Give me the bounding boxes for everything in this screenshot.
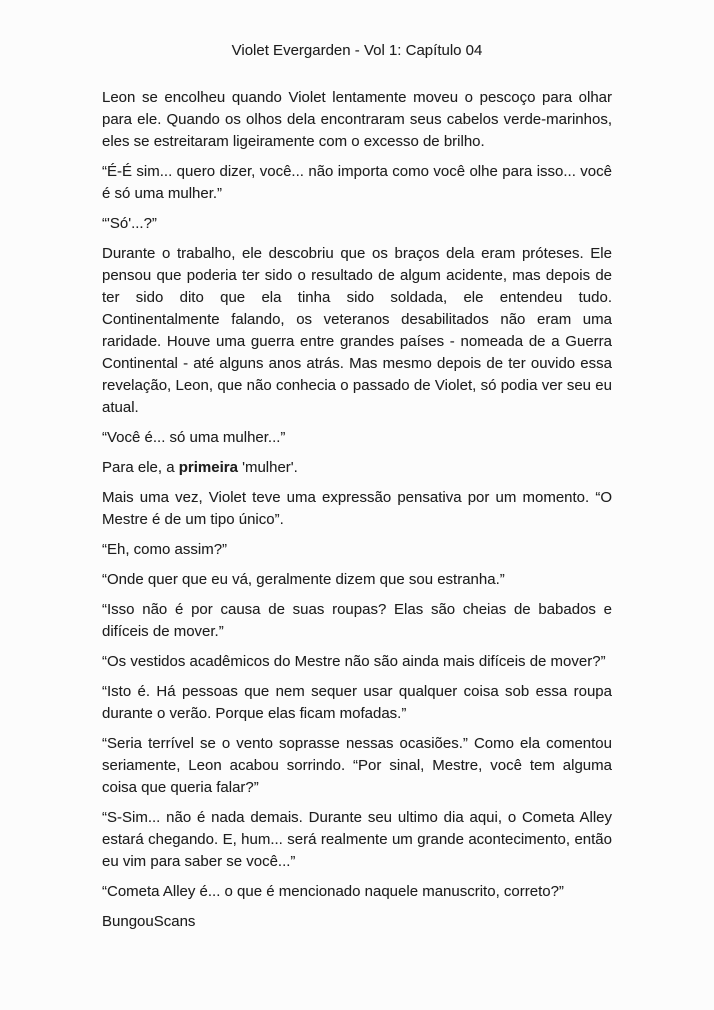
paragraph: “Isso não é por causa de suas roupas? Elas são cheias de babados e difíceis de mover.” <box>102 601 612 640</box>
paragraph: “Eh, como assim?” <box>102 541 228 558</box>
paragraph-with-emphasis <box>102 457 612 479</box>
paragraph: Durante o trabalho, ele descobriu que os braços dela eram próteses. Ele pensou que poderia ter sido o resultado de algum acidente, mas depois de ter sido dito que ela tinha sido soldada, ele entendeu tudo. Continentalmente falando, os veteranos desabilitados não eram uma raridade. Houve uma guerra entre grandes países - nomeada de a Guerra Continental - até alguns anos atrás. Mas mesmo depois de ter ouvido essa revelação, Leon, que não conhecia o passado de Violet, só podia ver seu eu atual. <box>102 245 612 416</box>
paragraph: “Você é... só uma mulher...” <box>102 429 286 446</box>
paragraph: Leon se encolheu quando Violet lentamente moveu o pescoço para olhar para ele. Quando os olhos dela encontraram seus cabelos verde-marinhos, eles se estreitaram ligeiramente com o excesso de brilho. <box>102 89 612 150</box>
paragraph-text: 'mulher'. <box>237 459 298 476</box>
paragraph-text: Para ele, a <box>102 459 179 476</box>
paragraph: “Seria terrível se o vento soprasse nessas ocasiões.” Como ela comentou seriamente, Leon acabou sorrindo. “Por sinal, Mestre, você tem alguma coisa que queria falar?” <box>102 735 612 796</box>
paragraph: “'Só'...?” <box>102 215 157 232</box>
bold-emphasis: primeira <box>178 459 238 476</box>
page-title: Violet Evergarden - Vol 1: Capítulo 04 <box>231 42 483 59</box>
paragraph: “Isto é. Há pessoas que nem sequer usar qualquer coisa sob essa roupa durante o verão. Porque elas ficam mofadas.” <box>102 683 612 722</box>
credit-line: BungouScans <box>102 913 196 930</box>
paragraph: “Os vestidos acadêmicos do Mestre não são ainda mais difíceis de mover?” <box>102 653 606 670</box>
paragraph: “É-É sim... quero dizer, você... não importa como você olhe para isso... você é só uma mulher.” <box>102 163 612 202</box>
paragraph: Mais uma vez, Violet teve uma expressão pensativa por um momento. “O Mestre é de um tipo único”. <box>102 489 612 528</box>
paragraph: “Onde quer que eu vá, geralmente dizem que sou estranha.” <box>102 571 505 588</box>
paragraph: “Cometa Alley é... o que é mencionado naquele manuscrito, correto?” <box>102 883 564 900</box>
paragraph: “S-Sim... não é nada demais. Durante seu ultimo dia aqui, o Cometa Alley estará chegando. E, hum... será realmente um grande acontecimento, então eu vim para saber se você...” <box>102 809 612 870</box>
